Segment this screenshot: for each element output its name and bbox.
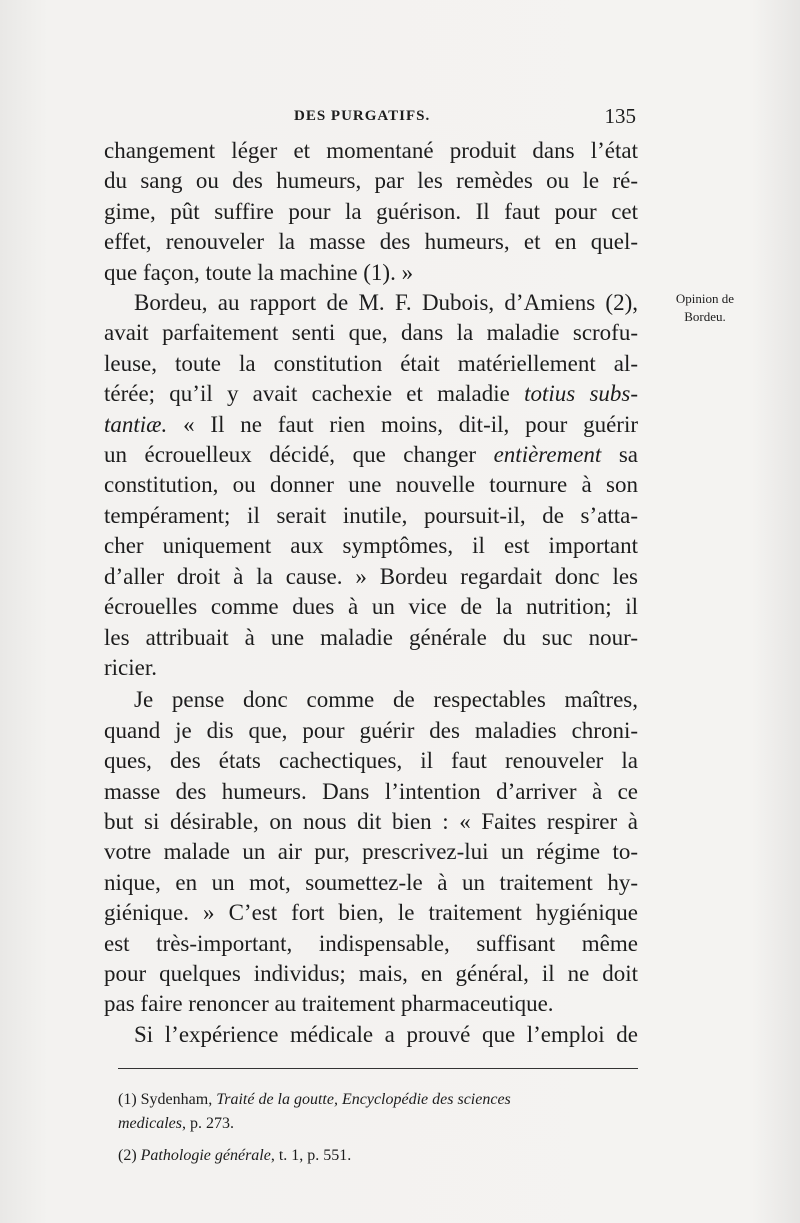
italic-run: entièrement <box>493 442 602 468</box>
text-line: gime, pût suffire pour la guérison. Il faut pour cet <box>104 198 638 224</box>
text-line: pas faire renoncer au traitement pharmaceutique. <box>104 991 554 1017</box>
paragraph <box>104 288 638 683</box>
page-header <box>104 104 638 132</box>
text-line: masse des humeurs. Dans l’intention d’arriver à ce <box>104 778 638 804</box>
text-line: Bordeu, au rapport de M. F. Dubois, d’Amiens (2), <box>134 290 638 316</box>
text-line: que façon, toute la machine (1). » <box>104 259 414 285</box>
text-line: avait parfaitement senti que, dans la maladie scrofu- <box>104 320 638 346</box>
text-run: sa <box>601 442 638 468</box>
text-line: effet, renouveler la masse des humeurs, et en quel- <box>104 229 638 255</box>
text-line <box>104 440 638 470</box>
text-run: « Il ne faut rien moins, dit-il, pour guérir <box>167 411 638 437</box>
text-line: tempérament; il serait inutile, poursuit-il, de s’atta- <box>104 502 638 528</box>
italic-run: totius subs- <box>524 381 638 407</box>
margin-note <box>660 290 750 326</box>
footnote-1 <box>118 1088 658 1136</box>
footnote-2 <box>118 1144 658 1168</box>
page-number: 135 <box>604 104 636 128</box>
text-run: térée; qu’il y avait cachexie et maladie <box>104 381 525 407</box>
text-line: du sang ou des humeurs, par les remèdes ou le ré- <box>104 168 638 194</box>
text-line: but si désirable, on nous dit bien : « Faites respirer à <box>104 808 638 834</box>
text-line: d’aller droit à la cause. » Bordeu regardait donc les <box>104 563 638 589</box>
text-line: quand je dis que, pour guérir des maladies chroni- <box>104 717 638 743</box>
text-run: (1) Sydenham, <box>118 1091 217 1108</box>
text-line: giénique. » C’est fort bien, le traitement hygiénique <box>104 900 638 926</box>
text-run: , p. 273. <box>181 1115 234 1132</box>
text-run: un écrouelleux décidé, que changer <box>104 442 494 468</box>
text-line <box>104 410 638 440</box>
text-run: , t. 1, p. 551. <box>270 1147 352 1164</box>
italic-run: Traité de la goutte, Encyclopédie des sciences <box>216 1091 511 1108</box>
text-line: cher uniquement aux symptômes, il est important <box>104 533 638 559</box>
text-line: nique, en un mot, soumettez-le à un traitement hy- <box>104 869 638 895</box>
text-line: ricier. <box>104 654 157 680</box>
text-line: constitution, ou donner une nouvelle tournure à son <box>104 472 638 498</box>
text-line: Je pense donc comme de respectables maîtres, <box>134 687 638 713</box>
margin-note-line: Bordeu. <box>684 309 726 324</box>
text-line: Si l’expérience médicale a prouvé que l’emploi de <box>134 1021 638 1047</box>
text-line <box>104 379 638 409</box>
italic-run: tantiæ. <box>104 411 168 437</box>
text-line: votre malade un air pur, prescrivez-lui un régime to- <box>104 839 638 865</box>
running-title: DES PURGATIFS. <box>294 108 431 124</box>
text-line: est très-important, indispensable, suffisant même <box>104 930 638 956</box>
italic-run: medicales <box>118 1115 182 1132</box>
text-line: ques, des états cachectiques, il faut renouveler la <box>104 748 638 774</box>
text-line: écrouelles comme dues à un vice de la nutrition; il <box>104 594 638 620</box>
paragraph <box>104 136 638 288</box>
body-text <box>104 136 638 1050</box>
footnote-rule <box>118 1068 638 1069</box>
text-line: pour quelques individus; mais, en général, il ne doit <box>104 960 638 986</box>
paragraph <box>104 685 638 1019</box>
footnotes <box>118 1088 658 1168</box>
text-line: les attribuait à une maladie générale du suc nour- <box>104 624 638 650</box>
text-run: (2) <box>118 1147 141 1164</box>
paragraph <box>104 1020 638 1050</box>
text-line: leuse, toute la constitution était matériellement al- <box>104 350 638 376</box>
text-line: changement léger et momentané produit dans l’état <box>104 138 638 163</box>
margin-note-line: Opinion de <box>675 291 735 306</box>
italic-run: Pathologie générale <box>140 1147 271 1164</box>
